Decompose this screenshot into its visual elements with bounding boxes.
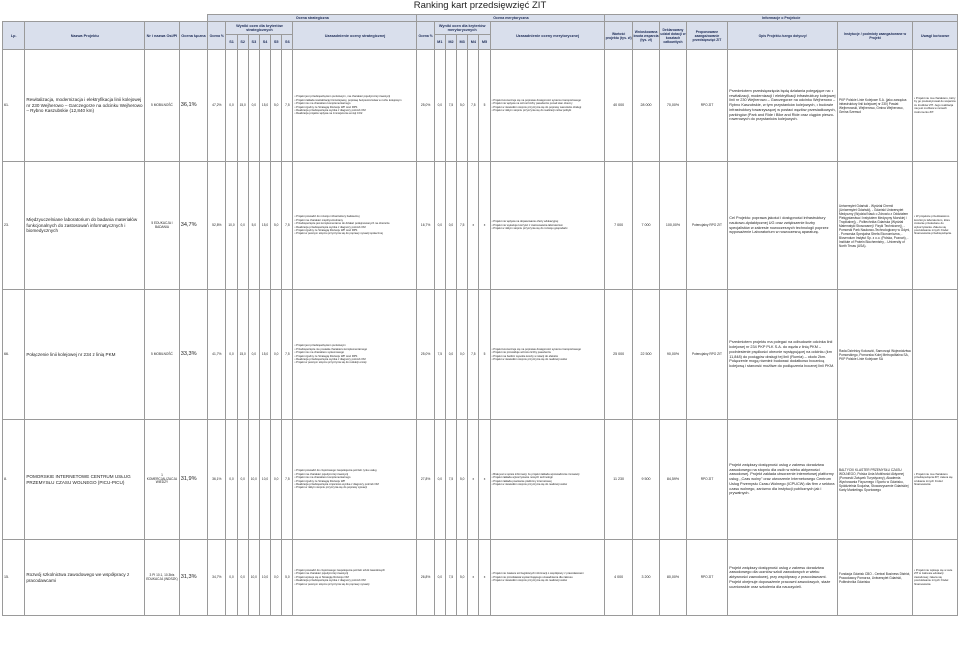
cell-description: Projekt zwiększy dostępność usług z zakresu doradztwa zawodowego dla uczniów szkół zawodowych w wieku aktywności zawodowej, przy współpracy z pracodawcami. Projekt obejmuje doposażenie pracowni zawodowych, staże uczniowskie oraz szkolenia dla nauczycieli.: [728, 540, 838, 616]
cell-merit-justification: [490, 420, 605, 540]
bullet-text: • Projekt nie wpływa na dopasowanie oferty edukacyjnej: [491, 220, 559, 224]
col-strat-criteria: Wyniki ocen dla kryteriów strategicznych: [226, 22, 293, 35]
cell-m1: 0,0: [434, 162, 445, 290]
cell-s3: 10,0: [248, 420, 259, 540]
cell-share: 80,00%: [660, 540, 686, 616]
cell-eligible: 28 000: [632, 50, 659, 162]
cell-m4: 7,5: [468, 290, 479, 420]
cell-s3: 0,0: [248, 50, 259, 162]
cell-s5: 5,0: [271, 162, 282, 290]
cell-strat-score: 34,7%: [208, 540, 226, 616]
cell-s6: 7,5: [282, 50, 293, 162]
cell-institutions: Uniwersytet Gdański - Wydział Chemii (Uniwersytet Gdański), - Gdański Uniwersytet Medyczny (Wydział Nauk o Zdrowiu z Oddziałem Pielęgniarstwa i Instytutem Medycyny Morskiej i Tropikalnej), - Politechnika Gdańska (Wydział Matematyki Stosowanej i Fizyki Technicznej), - Pomorski Park Naukowo-Technologiczny w Gdyni, - Pomorska Specjalna Strefa Ekonomiczna, - Biovendum Instytut Sp. z o.o. (Polska, Poznań), - Institute of Protein Biochemistry, - University of North Texas (USA).: [837, 162, 912, 290]
cell-merit-justification: [490, 290, 605, 420]
bullet-text: • Przedsięwzięcie nie posiada charakteru komplementarnego: [294, 347, 368, 351]
cell-strat-justification: [293, 162, 417, 290]
cell-merit-score: 25,0%: [417, 290, 434, 420]
table-row: [3, 540, 958, 616]
cell-merit-score: 26,8%: [417, 540, 434, 616]
col-value: Wartość projektu (tys. zł): [605, 22, 632, 50]
cell-merit-justification: [490, 540, 605, 616]
group-strategic: Ocena strategiczna: [208, 15, 417, 22]
cell-nr: 5 EDUKACJA I BADANIA: [145, 162, 180, 290]
cell-m5: x: [479, 162, 490, 290]
cell-merit-score: 27,8%: [417, 420, 434, 540]
cell-s4: 10,0: [259, 540, 270, 616]
col-m2: M2: [445, 35, 456, 50]
bullet-text: • Projekt koncentruje się na poprawie dostępności systemu transportowego: [491, 98, 581, 102]
cell-s6: 5,0: [282, 540, 293, 616]
cell-value: 7 000: [605, 162, 632, 290]
bullet-text: • Projekt w pewnym stopniu przyczynia się do poprawy sytuacji społecznej: [294, 232, 383, 236]
cell-nr: 5 MOBILNOŚĆ: [145, 290, 180, 420]
group-merit: Ocena merytoryczna: [417, 15, 605, 22]
cell-total-score: 33,3%: [179, 290, 207, 420]
cell-merit-score: 16,7%: [417, 162, 434, 290]
bullet-text: • Projekt w nikłym stopniu przyczynia się do poprawy sytuacji: [294, 486, 367, 490]
bullet-text: • Projekt prowadzi do częściowego zaspokojenia potrzeb szkół zawodowych: [294, 569, 386, 573]
cell-s1: 0,0: [226, 290, 237, 420]
bullet-text: • Realizacja przedsięwzięcia wynika z diagnozy potrzeb OM: [294, 579, 366, 583]
col-merit-justification: Uzasadnienie oceny merytorycznej: [490, 22, 605, 50]
bullet-text: • Projekt ma charakter międzyuczelniany: [294, 218, 343, 222]
cell-share: 70,00%: [660, 50, 686, 162]
cell-strat-justification: [293, 50, 417, 162]
cell-s1: 10,0: [226, 162, 237, 290]
cell-m5: x: [479, 420, 490, 540]
col-nr: Nr i nazwa Osi/PI: [145, 22, 180, 50]
cell-description: Projekt zwiększy dostępność usług z zakresu doradztwa zawodowego na stopniu dla osób w wieku aktywności zawodowej. Projekt zakłada utworzenie internetowej platformy usług ,,Czas wolny" oraz utworzenie Internetowego Centrum Usług Przemysłu Czasu Wolnego (ICPUCW) dla firm z sektora czasu wolnego, zarówno dla instytucji publicznych jak i prywatnych.: [728, 420, 838, 540]
cell-m1: 0,0: [434, 540, 445, 616]
cell-eligible: 7 000: [632, 162, 659, 290]
col-m1: M1: [434, 35, 445, 50]
ranking-table: [2, 14, 958, 616]
col-strat-justification: Uzasadnienie oceny strategicznej: [293, 22, 417, 50]
cell-s3: 0,0: [248, 290, 259, 420]
table-row: [3, 162, 958, 290]
cell-project-name: Rozwój szkolnictwa zawodowego we współpracy z pracodawcami: [25, 540, 145, 616]
cell-m3: 5,0: [457, 420, 468, 540]
cell-value: 4 000: [605, 540, 632, 616]
col-s5: S5: [271, 35, 282, 50]
cell-s1: 0,0: [226, 540, 237, 616]
bullet-text: • Projekt ma charakter pojedynczej inwestycji: [294, 472, 349, 476]
bullet-text: • Projekt nie wpływa na wzrost liczby pasażerów ponad stan obecny: [491, 102, 573, 106]
cell-s1: 0,0: [226, 420, 237, 540]
bullet-text: • Realizacja projektu wpływa na zmniejszenie emisji CO2: [294, 112, 363, 116]
cell-lp: 15.: [3, 540, 25, 616]
cell-description: Cel Projektu: poprawa jakości i dostępności infrastruktury naukowo-dydaktycznej UG oraz zwiększenie liczby specjalistów w zakresie nowoczesnych technologii poprzez wyposażenie Laboratorium w nowoczesną aparaturę.: [728, 162, 838, 290]
cell-m2: 7,5: [445, 50, 456, 162]
cell-strat-justification: [293, 540, 417, 616]
bullet-text: • Projekt zgodny ze Strategią Rozwoju WP oraz RPS: [294, 105, 358, 109]
cell-value: 25 000: [605, 290, 632, 420]
bullet-text: • Realizacja przedsięwzięcia wynika z diagnozy potrzeb OM: [294, 357, 366, 361]
bullet-text: • Projekt w niewielkim stopniu przyczynia się do realizacji celów: [491, 357, 568, 361]
bullet-text: • Projekt ma charakter pojedynczej inwestycji: [294, 572, 349, 576]
cell-merit-justification: [490, 50, 605, 162]
bullet-text: • Projekt w pewnym stopniu przyczynia się do poprawy sytuacji: [294, 582, 370, 586]
cell-s3: 5,0: [248, 162, 259, 290]
cell-mechanism: RPO ZIT: [686, 420, 728, 540]
cell-project-name: Międzyuczelniane laboratorium do badania materiałów funkcjonalnych do zastosowań informatycznych i biomedycznych: [25, 162, 145, 290]
bullet-text: • Projekt nie przedstawia wystarczającego uzasadnienia dla zakresu: [491, 575, 573, 579]
cell-share: 84,59%: [660, 420, 686, 540]
cell-lp: 61.: [3, 50, 25, 162]
cell-total-score: 34,7%: [179, 162, 207, 290]
col-eligible: Wnioskowana kwota wsparcia (tys. zł): [632, 22, 659, 50]
cell-m5: 5: [479, 50, 490, 162]
bullet-text: • Projekt zakłada powstanie platformy internetowej: [491, 479, 552, 483]
cell-m1: 0,0: [434, 50, 445, 162]
cell-mechanism: RPO ZIT: [686, 540, 728, 616]
col-merit-criteria: Wyniki ocen dla kryteriów merytorycznych: [434, 22, 490, 35]
cell-total-score: 31,9%: [179, 420, 207, 540]
bullet-text: • Projekt w nikłym stopniu przyczynia się do rozwoju gospodarki: [491, 227, 568, 231]
bullet-text: • Projekt nie wykazuje korzyści z zastosowania laboratorium: [491, 223, 564, 227]
col-mechanism: Proponowane zaangażowanie przedsięwzięć ZIT: [686, 22, 728, 50]
cell-m3: 5,0: [457, 540, 468, 616]
cell-notes: • W projekcie przedstawiono kosztorys laboratorium, które zostanie przekazane do wykorzystania. Zaleca się poszukiwanie innych źródeł finansowania przedsięwzięcia.: [913, 162, 958, 290]
group-info: Informacje o Projekcie: [605, 15, 958, 22]
cell-s5: 0,0: [271, 540, 282, 616]
page-title: Ranking kart przedsięwzięć ZIT: [413, 0, 547, 11]
cell-m5: x: [479, 540, 490, 616]
cell-m3: 5,0: [457, 50, 468, 162]
cell-merit-justification: [490, 162, 605, 290]
col-institutions: Instytucje / podmioty zaangażowane w Projekt: [837, 22, 912, 50]
cell-s2: 15,0: [237, 290, 248, 420]
cell-eligible: 22 500: [632, 290, 659, 420]
cell-eligible: 9 500: [632, 420, 659, 540]
bullet-text: • Projekt nie ma charakteru komplementarnego: [294, 476, 351, 480]
col-s1: S1: [226, 35, 237, 50]
cell-nr: 1 KOMERCJALIZACJA WIEDZY: [145, 420, 180, 540]
col-m3: M3: [457, 35, 468, 50]
cell-m4: x: [468, 540, 479, 616]
col-s2: S2: [237, 35, 248, 50]
bullet-text: • Projekt w niewielkim stopniu przyczynia się do realizacji celów: [491, 579, 568, 583]
cell-lp: 23.: [3, 162, 25, 290]
col-project-name: Nazwa Projektu: [25, 22, 145, 50]
col-strat-score: Ocena %: [208, 22, 226, 50]
cell-notes: • Projekt nie ma charakteru, który by go predestynował do wsparcia ze środków ZIT. Jego realizacja nie jest możliwa w ramach instrumentu ZIT.: [913, 50, 958, 162]
bullet-text: • Projekt nie ma charakteru systemowego: [294, 351, 344, 355]
cell-s5: 0,0: [271, 420, 282, 540]
cell-nr: 5 MOBILNOŚĆ: [145, 50, 180, 162]
bullet-text: • Projekt zgodny ze Strategią Rozwoju WP oraz RPS: [294, 354, 358, 358]
bullet-text: • Projekt prowadzi do rozwoju infrastruktury badawczej: [294, 215, 360, 219]
cell-merit-score: 25,0%: [417, 50, 434, 162]
col-total-score: Ocena łączna: [179, 22, 207, 50]
cell-description: Przedmiotem projektu ma polegać na odbudowie odcinka linii kolejowej nr 234 PKP PLK S.A. do węzła z linią PKM – podniesienie prędkości obecnie występującej na odcinku (km 11,848) do pociągów obsługi tej linii (Rumia) – około 2km. Połączenie mogą również budować dodatkowo bocznicą kolejową i stanowić możliwe do podłączenia bocznej linii PKM.: [728, 290, 838, 420]
cell-eligible: 3 200: [632, 540, 659, 616]
bullet-text: • Projekt zakłada rewitalizację linii kolejowej, poprawę bezpieczeństwa w ruchu kolejowym: [294, 98, 402, 102]
cell-s5: 0,0: [271, 290, 282, 420]
bullet-text: • Projekt w niewielkim stopniu przyczynia się do poprawy warunków obsługi: [491, 105, 582, 109]
bullet-text: • Projekt jest przedsięwzięciem punktowym: [294, 344, 346, 348]
cell-strat-score: 41,7%: [208, 290, 226, 420]
cell-lp: 8.: [3, 420, 25, 540]
cell-s2: 0,0: [237, 540, 248, 616]
cell-strat-score: 52,8%: [208, 162, 226, 290]
cell-s4: 15,0: [259, 50, 270, 162]
cell-m2: 7,5: [445, 540, 456, 616]
cell-s6: 7,5: [282, 290, 293, 420]
bullet-text: • Projekt jest przedsięwzięciem punktowym, ma charakter pojedynczej inwestycji: [294, 95, 391, 99]
cell-s5: 5,0: [271, 50, 282, 162]
cell-s2: 15,0: [237, 50, 248, 162]
cell-value: 40 000: [605, 50, 632, 162]
bullet-text: • Projekt zgodny ze Strategią Rozwoju WP oraz RPS: [294, 228, 358, 232]
table-row: [3, 290, 958, 420]
cell-m1: 0,0: [434, 420, 445, 540]
bullet-text: • Realizacja przedsięwzięcia wynika z diagnozy potrzeb OM: [294, 108, 366, 112]
cell-project-name: Połączenie linii kolejowej nr 234 z linią PKM: [25, 290, 145, 420]
cell-notes: • Projekt nie ma charakteru przedsięwzięcia ZIT; zaleca się szukanie innych źródeł finansowania: [913, 420, 958, 540]
cell-m2: 0,0: [445, 290, 456, 420]
col-lp: Lp.: [3, 22, 25, 50]
cell-s6: 7,5: [282, 420, 293, 540]
cell-m3: 7,5: [457, 162, 468, 290]
cell-m1: 7,5: [434, 290, 445, 420]
cell-value: 11 230: [605, 420, 632, 540]
cell-m4: x: [468, 162, 479, 290]
cell-s2: 0,0: [237, 420, 248, 540]
cell-lp: 66.: [3, 290, 25, 420]
bullet-text: • Projekt zgodny ze Strategią Rozwoju WP: [294, 479, 346, 483]
col-s3: S3: [248, 35, 259, 50]
cell-strat-score: 36,1%: [208, 420, 226, 540]
bullet-text: • Realizacja przedsięwzięcia częściowo wynika z diagnozy potrzeb OM: [294, 482, 379, 486]
cell-s6: 7,5: [282, 162, 293, 290]
cell-m2: 7,5: [445, 420, 456, 540]
cell-institutions: Fundacja Gdańsk CBO - Central Business District, Pracodawcy Pomorza, Uniwersytet Gdański, Politechnika Gdańska: [837, 540, 912, 616]
bullet-text: • Projekt wpisuje się w Strategię Rozwoju OM: [294, 575, 349, 579]
cell-s4: 15,0: [259, 162, 270, 290]
cell-s4: 15,0: [259, 290, 270, 420]
cell-s1: 0,0: [226, 50, 237, 162]
bullet-text: • Projekt zakłada wykorzystanie nowych technologii: [491, 476, 553, 480]
cell-s2: 0,0: [237, 162, 248, 290]
cell-institutions: Rada Dzielnicy Kokoszki, Samorząd Województwa Pomorskiego, Pomorska Kolej Metropolitalna SA, PKP Polskie Linie Kolejowe SA: [837, 290, 912, 420]
cell-m2: 0,0: [445, 162, 456, 290]
cell-strat-justification: [293, 420, 417, 540]
bullet-text: • Projekt nie przewiduje wzrostu liczby pasażerów: [491, 351, 551, 355]
cell-m3: 0,0: [457, 290, 468, 420]
cell-total-score: 31,3%: [179, 540, 207, 616]
cell-share: 90,00%: [660, 290, 686, 420]
cell-m5: 5: [479, 290, 490, 420]
bullet-text: • Projekt nie zawiera szczegółowych informacji o współpracy z pracodawcami: [491, 572, 584, 576]
cell-notes: [913, 290, 958, 420]
col-s6: S6: [282, 35, 293, 50]
bullet-text: • Projekt w nikłym stopniu przyczynia się do realizacji celów polityki: [491, 108, 572, 112]
cell-m4: x: [468, 420, 479, 540]
bullet-text: • Projekt w niewielkim stopniu przyczynia się do realizacji celów: [491, 482, 568, 486]
table-row: [3, 50, 958, 162]
cell-mechanism: RPO ZIT: [686, 50, 728, 162]
bullet-text: • Projekt w pewnym stopniu przyczynia się do redukcji emisji: [294, 361, 367, 365]
bullet-text: • Realizacja przedsięwzięcia wynika z diagnozy potrzeb OM: [294, 225, 366, 229]
cell-nr: 3 PI 10.1, 10.3bis EDUKACJA (INDSZK): [145, 540, 180, 616]
cell-strat-justification: [293, 290, 417, 420]
cell-strat-score: 47,2%: [208, 50, 226, 162]
cell-description: Przedmiotem przedsięwzięcia będą działania polegające na: • rewitalizacji, modernizacji i elektryfikacji infrastruktury kolejowej linii nr 230 Wejherowo – Garczegorze na odcinku Wejherowo – Rybno Kaszubskie, w tym przystanków kolejowych, • budowie infrastruktury towarzyszącej w postaci węzłów przesiadkowych, parkingów (Park and Ride i Bike and Ride oraz ciągów pieszo-rowerowych do przystanków kolejowych.: [728, 50, 838, 162]
cell-share: 100,00%: [660, 162, 686, 290]
cell-m4: 7,5: [468, 50, 479, 162]
bullet-text: • Przedsięwzięcie jest komplementarne do działań podejmowanych na obszarze: [294, 222, 390, 226]
col-share: Deklarowany udział dotacji w kosztach całkowitych: [660, 22, 686, 50]
cell-mechanism: Potencjalny RPO ZIT: [686, 290, 728, 420]
col-merit-score: Ocena %: [417, 22, 434, 50]
cell-project-name: POMORSKIE INTERNETOWE CENTRUM USŁUG PRZEMYSŁU CZASU WOLNEGO (PICU-PICU): [25, 420, 145, 540]
cell-institutions: PKP Polskie Linie Kolejowe S.A. (jako zarządca infrastruktury linii kolejowej nr 230) Powiat Wejherowski, Wejherowo, Gmina Wejherowo, Gmina Szemud: [837, 50, 912, 162]
bullet-text: • Projekt nie ma charakteru komplementarnego: [294, 102, 351, 106]
col-notes: Uwagi końcowe: [913, 22, 958, 50]
bullet-text: • Projekt koncentruje się na poprawie dostępności systemu transportowego: [491, 347, 581, 351]
cell-mechanism: Potencjalny RPO ZIT: [686, 162, 728, 290]
cell-project-name: Rewitalizacja, modernizacja i elektryfikacja linii kolejowej nr 230 Wejherowo – Garczegorze na odcinku Wejherowo – Rybno Kaszubskie (12,840 km): [25, 50, 145, 162]
cell-s3: 10,0: [248, 540, 259, 616]
bullet-text: • Projekt ma bardzo wysokie koszty w relacji do efektów: [491, 354, 558, 358]
cell-s4: 10,0: [259, 420, 270, 540]
col-s4: S4: [259, 35, 270, 50]
col-m5: M5: [479, 35, 490, 50]
cell-institutions: BALTYCKI KLASTER PRZEMYSŁU CZASU WOLNEGO, Polska Unia Mobilności Aktywnej (Pomorski Związek Turystyczny), Akademia Wychowania Fizycznego i Sportu w Gdańsku, Spółdzielnia Socjalna, Stowarzyszenie Gdańskiej Karty Marketingu Sportowego: [837, 420, 912, 540]
bullet-text: • Brak jest w opisie informacji, że projekt zakłada wprowadzenie innowacji: [491, 472, 580, 476]
bullet-text: • Projekt prowadzi do częściowego zaspokojenia potrzeb rynku usług: [294, 469, 377, 473]
col-m4: M4: [468, 35, 479, 50]
col-description: Opis Projektu /czego dotyczy/: [728, 22, 838, 50]
table-row: [3, 420, 958, 540]
cell-notes: • Projekt nie wpisuje się w cele ZIT w zakresie edukacji zawodowej; zaleca się poszukiwanie innych źródeł finansowania: [913, 540, 958, 616]
cell-total-score: 36,1%: [179, 50, 207, 162]
